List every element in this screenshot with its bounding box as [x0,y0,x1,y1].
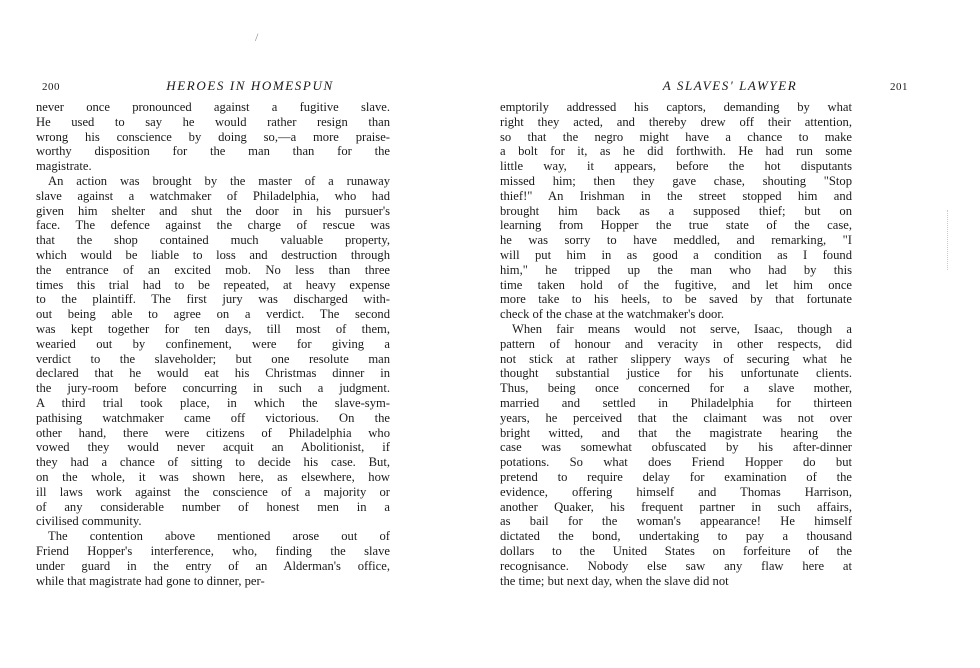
text-line: When fair means would not serve, Isaac, though a [512,321,852,336]
text-line: learning from Hopper the true state of the case, [500,218,852,233]
text-line: dollars to the United States on forfeiture of the [500,543,852,558]
text-line: potations. So what does Friend Hopper do but [500,455,852,470]
text-line: the jury-room before concurring in such a judgment. [36,381,390,396]
text-line: on the whole, it was shown here, as elsewhere, how [36,469,390,484]
text-line: pattern of honour and veracity in other respects, did [500,336,852,351]
text-line: given him shelter and shut the door in his pursuer's [36,203,390,218]
margin-dots [947,210,950,270]
text-line: other hand, there were citizens of Philadelphia who [36,425,390,440]
text-line: check of the chase at the watchmaker's door. [500,307,724,322]
text-line: of any considerable number of honest men in a [36,499,390,514]
text-line: face. The defence against the charge of rescue was [36,218,390,233]
running-head: HEROES IN HOMESPUN [166,78,334,93]
text-line: while that magistrate had gone to dinner, per- [36,573,265,588]
text-line: was kept together for ten days, till most of them, [36,321,390,336]
text-line: wearied out by confinement, were for giving a [36,336,390,351]
text-line: thought substantial justice for his unfortunate clients. [500,366,852,381]
text-line: the entrance of an excited mob. No less than three [36,262,390,277]
text-line: out being able to agree on a verdict. The second [36,307,390,322]
right-page [490,0,980,668]
text-line: right they acted, and thereby drew off their attention, [500,114,852,129]
text-line: He used to say he would rather resign than [36,114,390,129]
text-line: married and settled in Philadelphia for thirteen [500,395,852,410]
text-line: wrong his conscience by doing so,—a more praise- [36,129,390,144]
text-line: thief!" An Irishman in the street stopped him and [500,188,852,203]
text-line: pathising watchmaker came off victorious. On the [36,410,390,425]
text-line: he was sorry to have meddled, and remarking, "I [500,233,852,248]
text-line: to the plaintiff. The first jury was discharged with- [36,292,390,307]
text-line: verdict to the slaveholder; but one resolute man [36,351,390,366]
text-line: little way, it appears, before the hot disputants [500,159,852,174]
text-line: a bolt for it, as he did forthwith. He had run some [500,144,852,159]
text-line: brought him back as a supposed thief; but on [500,203,852,218]
body-text [36,100,390,588]
text-line: times this trial had to be repeated, at heavy expense [36,277,390,292]
text-line: under guard in the entry of an Alderman's office, [36,558,390,573]
text-line: will put him in as good a condition as I found [500,247,852,262]
text-line: The contention above mentioned arose out of [48,529,390,544]
text-line: so that the negro might have a chance to make [500,129,852,144]
text-line: they had a chance of sitting to decide his case. But, [36,455,390,470]
stray-mark: / [255,30,259,44]
text-line: never once pronounced against a fugitive slave. [36,100,390,114]
text-line: years, he perceived that the claimant was not over [500,410,852,425]
text-line: evidence, offering himself and Thomas Harrison, [500,484,852,499]
text-line: recognisance. Nobody else saw any flaw here at [500,558,852,573]
text-line: bright witted, and that the magistrate hearing the [500,425,852,440]
text-line: the time; but next day, when the slave did not [500,573,729,588]
text-line: more take to his heels, to be saved by that fortunate [500,292,852,307]
text-line: time taken hold of the fugitive, and let him once [500,277,852,292]
text-line: declared that he would eat his Christmas dinner in [36,366,390,381]
text-line: An action was brought by the master of a runaway [48,173,390,188]
text-line: emptorily addressed his captors, demanding by what [500,100,852,114]
text-line: missed him; then they gave chase, shouting "Stop [500,173,852,188]
page-number: 201 [890,81,908,93]
text-line: Friend Hopper's interference, who, finding the slave [36,543,390,558]
text-line: pretend to require delay for examination of the [500,469,852,484]
text-line: civilised community. [36,514,142,529]
text-line: as bail for the woman's appearance! He himself [500,514,852,529]
body-text [500,100,852,588]
text-line: magistrate. [36,159,92,174]
text-line: not stick at rather slippery ways of securing what he [500,351,852,366]
text-line: worthy disposition for the man than for the [36,144,390,159]
text-line: which would be liable to loss and destruction through [36,247,390,262]
text-line: Thus, being once concerned for a slave mother, [500,381,852,396]
text-line: that the shop contained much valuable property, [36,233,390,248]
text-line: him," he tripped up the man who had by this [500,262,852,277]
text-line: case was somewhat obfuscated by his after-dinner [500,440,852,455]
page-number: 200 [42,81,60,93]
text-line: A third trial took place, in which the slave-sym- [36,395,390,410]
running-head: A SLAVES' LAWYER [662,78,798,93]
text-line: slave against a watchmaker of Philadelphia, who had [36,188,390,203]
text-line: vowed they would never acquit an Abolitionist, if [36,440,390,455]
text-line: another Quaker, his frequent partner in such affairs, [500,499,852,514]
text-line: ill laws work against the conscience of a majority or [36,484,390,499]
text-line: dictated the bond, undertaking to pay a thousand [500,529,852,544]
